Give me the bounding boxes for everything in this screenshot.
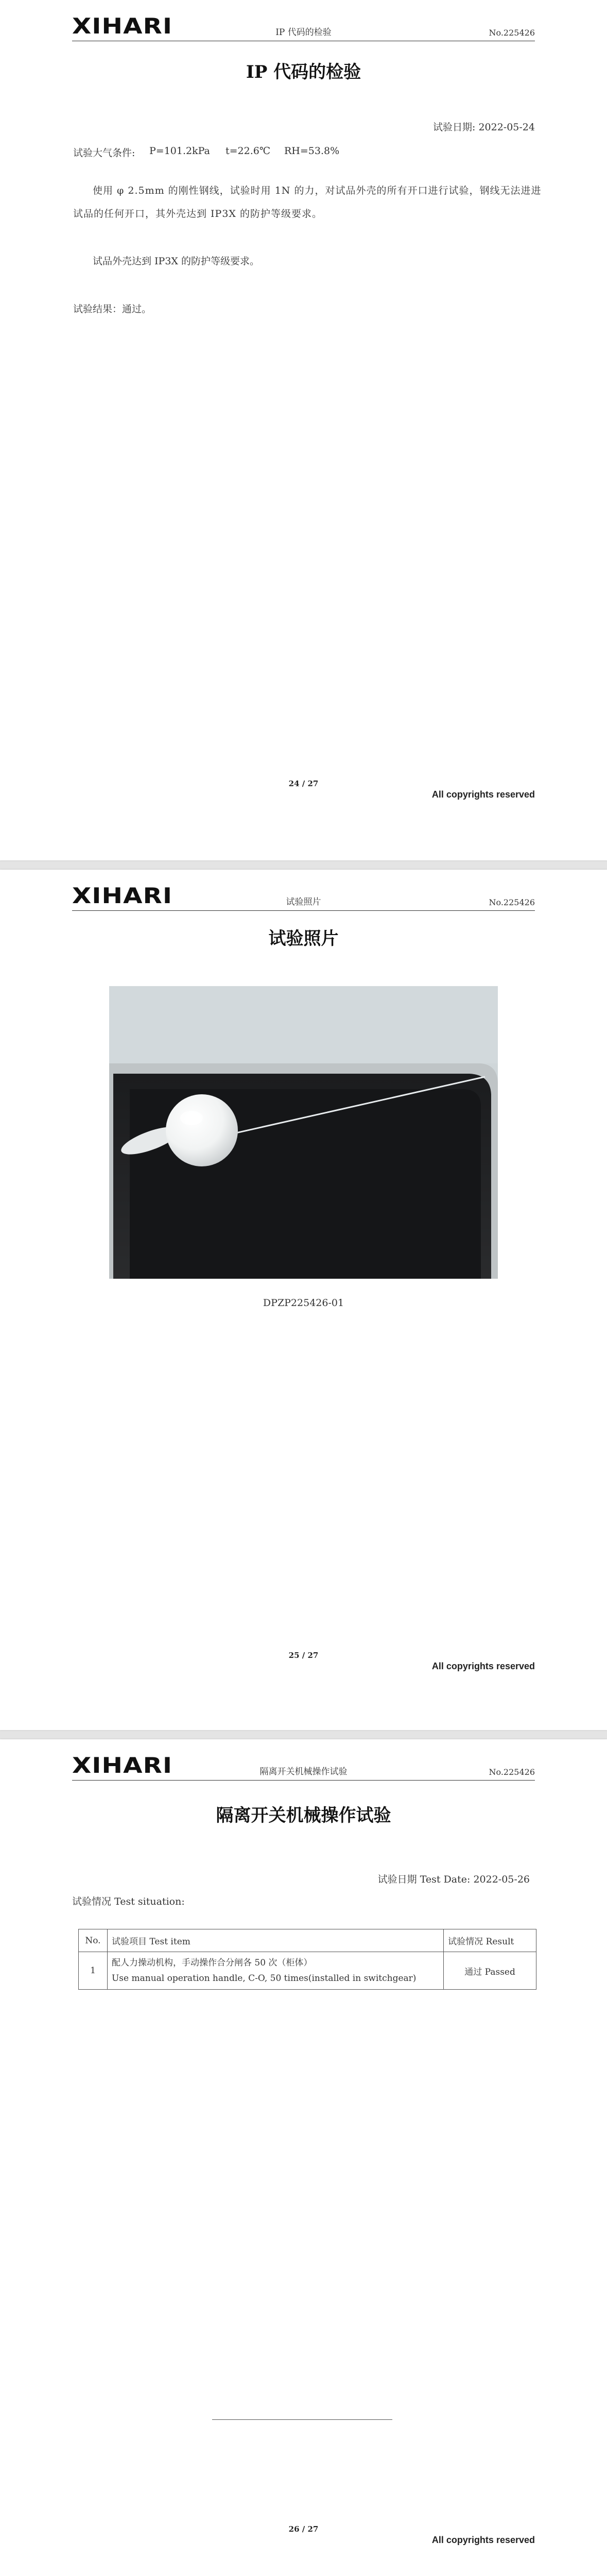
page-header [72,870,535,911]
test-photo [109,986,498,1279]
table-row [79,1952,536,1990]
col-header-result: 试验情况 Result [444,1929,536,1952]
report-number: No.225426 [489,897,535,907]
report-page-25 [0,870,607,1730]
copyright-notice: All copyrights reserved [431,2535,535,2545]
env-pressure: P=101.2kPa [149,145,210,157]
copyright-notice: All copyrights reserved [431,789,535,800]
page-title: IP 代码的检验 [246,62,361,82]
test-probe-photo-image [109,986,498,1279]
test-date: 试验日期 Test Date: 2022-05-26 [377,1874,530,1885]
row-result: 通过 Passed [444,1952,536,1990]
env-temperature: t=22.6℃ [226,145,271,157]
page-title: 隔离开关机械操作试验 [216,1805,391,1826]
row-test-item-en: Use manual operation handle, C-O, 50 times(installed in switchgear) [111,1973,417,1984]
header-title: IP 代码的检验 [275,27,332,38]
table-header-row [79,1929,536,1952]
page-header [72,0,535,41]
row-no: 1 [79,1952,108,1990]
photo-caption: DPZP225426-01 [263,1297,344,1309]
method-paragraph-line1: 使用 φ 2.5mm 的刚性钢线，试验时用 1N 的力，对试品外壳的所有开口进行试验，钢线无法进进 [93,185,542,196]
test-situation-label: 试验情况 Test situation: [72,1896,185,1907]
xihari-logo: XIHARI [72,883,173,908]
copyright-notice: All copyrights reserved [431,1661,535,1671]
row-test-item-cn: 配人力操动机构，手动操作合分闸各 50 次（柜体） [111,1958,313,1968]
report-page-26 [0,1739,607,2576]
divider-line [212,2419,392,2420]
page-header [72,1739,535,1781]
page-number: 24 / 27 [288,779,319,788]
report-number: No.225426 [489,1767,535,1777]
xihari-logo: XIHARI [72,1753,173,1778]
result-paragraph: 试品外壳达到 IP3X 的防护等级要求。 [93,256,259,267]
report-page-24 [0,0,607,860]
env-humidity: RH=53.8% [284,145,340,157]
xihari-logo: XIHARI [72,13,173,39]
page-title: 试验照片 [268,928,339,949]
header-title: 试验照片 [286,897,321,907]
col-header-test-item: 试验项目 Test item [107,1929,443,1952]
conclusion: 试验结果：通过。 [73,303,152,315]
test-date: 试验日期: 2022-05-24 [433,122,535,133]
row-test-item [107,1952,443,1990]
report-number: No.225426 [489,28,535,38]
method-paragraph-line2: 试品的任何开口，其外壳达到 IP3X 的防护等级要求。 [73,208,322,219]
page-number: 26 / 27 [288,2524,319,2534]
env-label: 试验大气条件: [73,147,135,159]
page-number: 25 / 27 [288,1651,319,1660]
col-header-no: No. [79,1929,108,1952]
test-results-table [78,1929,536,1990]
header-title: 隔离开关机械操作试验 [259,1767,348,1777]
